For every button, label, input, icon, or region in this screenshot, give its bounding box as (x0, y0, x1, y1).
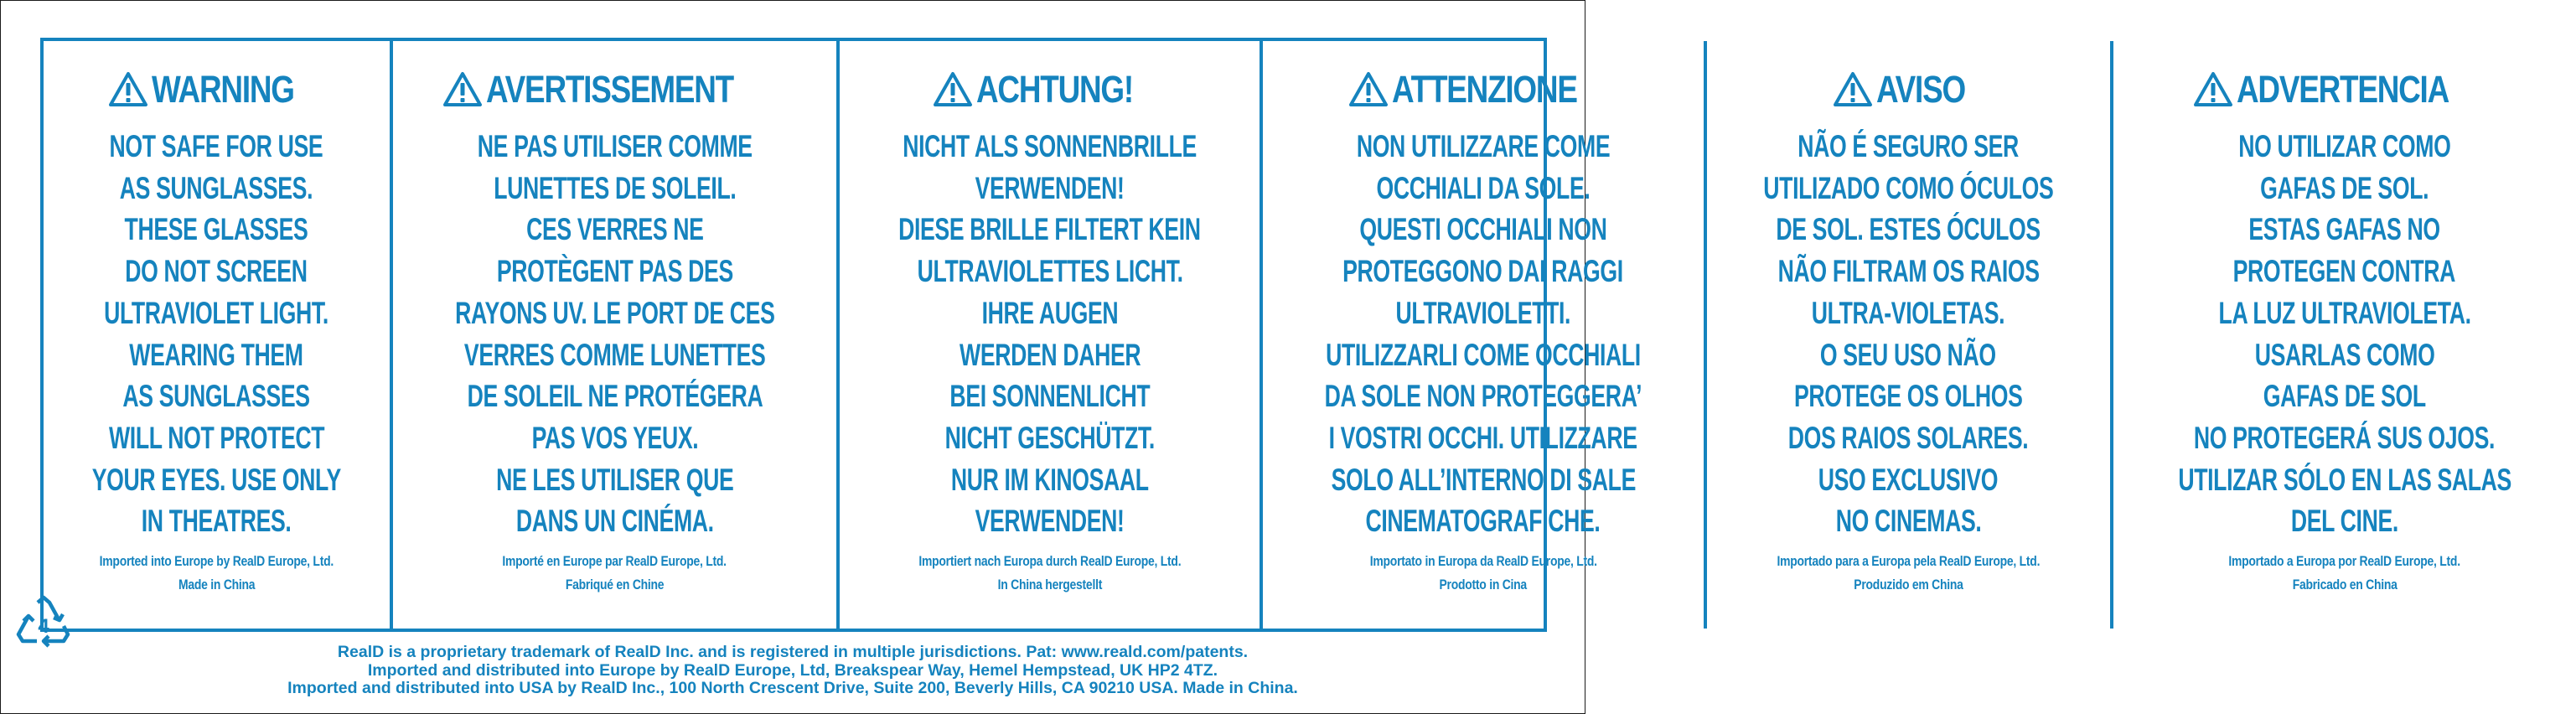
footer-line: Fabricado en China (2292, 577, 2398, 592)
body-line: IHRE AUGEN (981, 295, 1119, 330)
body-line: WERDEN DAHER (959, 337, 1141, 372)
body-line: DEL CINE. (2290, 504, 2398, 539)
body-line: NE PAS UTILISER COMME (477, 129, 753, 163)
warning-triangle-icon (933, 71, 973, 108)
body-line: DA SOLE NON PROTEGGERA’ (1324, 379, 1642, 414)
body-line: NÃO É SEGURO SER (1798, 129, 2019, 163)
footer-line: Produzido em China (1853, 577, 1963, 592)
body-line: CES VERRES NE (525, 212, 704, 247)
footer-line: Importado para a Europa pela RealD Europe, Ltd. (1777, 553, 2041, 569)
body-line: BEI SONNENLICHT (949, 379, 1151, 414)
body-line: PROTEGEN CONTRA (2232, 254, 2456, 289)
legal-line: Imported and distributed into Europe by RealD Europe, Ltd, Breakspear Way, Hemel Hempstead, UK HP2 4TZ. (367, 660, 1218, 680)
body-line: ESTAS GAFAS NO (2248, 212, 2440, 247)
footer-line: Importado a Europa por RealD Europe, Ltd. (2228, 553, 2460, 569)
warning-panel (840, 41, 1263, 629)
body-line: CINEMATOGRAFICHE. (1365, 504, 1601, 539)
body-line: THESE GLASSES (124, 212, 308, 247)
legal-line: Imported and distributed into USA by RealD Inc., 100 North Crescent Drive, Suite 200, Beverly Hills, CA 90210 USA. Made in China. (287, 679, 1298, 697)
panel-footer (44, 550, 390, 597)
body-line: NICHT GESCHÜTZT. (944, 420, 1155, 455)
panel-heading (442, 69, 788, 111)
body-line: DE SOLEIL NE PROTÉGERA (467, 379, 763, 414)
footer-line: Made in China (178, 577, 255, 592)
footer-line: In China hergestellt (997, 577, 1102, 592)
body-line: OCCHIALI DA SOLE. (1376, 170, 1591, 205)
warning-triangle-icon (1348, 71, 1389, 108)
panel-heading (108, 69, 325, 111)
warning-panel (2113, 41, 2576, 629)
body-line: PAS VOS YEUX. (531, 420, 698, 455)
panel-footer (840, 550, 1260, 597)
body-line: UTILIZADO COMO ÓCULOS (1763, 170, 2054, 205)
warning-triangle-icon (1833, 71, 1873, 108)
footer-line: Importiert nach Europa durch RealD Europe, Ltd. (918, 553, 1182, 569)
legal-line: RealD is a proprietary trademark of RealD Inc. and is registered in multiple jurisdictions. Pat: www.reald.com/patents. (337, 643, 1249, 661)
panel-body (840, 126, 1260, 542)
warning-triangle-icon (108, 71, 148, 108)
body-line: VERWENDEN! (975, 504, 1125, 539)
recycle-code: 4 (38, 615, 49, 638)
body-line: NICHT ALS SONNENBRILLE (903, 129, 1197, 163)
body-line: DE SOL. ESTES ÓCULOS (1776, 212, 2041, 247)
warning-triangle-icon (442, 71, 483, 108)
body-line: YOUR EYES. USE ONLY (91, 462, 341, 497)
warning-panel (1707, 41, 2113, 629)
warning-panel (1263, 41, 1707, 629)
body-line: VERRES COMME LUNETTES (463, 337, 766, 372)
panel-body (393, 126, 837, 542)
panel-body (1707, 126, 2110, 542)
footer-line: Imported into Europe by RealD Europe, Ltd. (99, 553, 334, 569)
body-line: PROTÈGENT PAS DES (496, 254, 733, 289)
panel-heading (1348, 69, 1617, 111)
panel-body (44, 126, 390, 542)
panel-heading (933, 69, 1167, 111)
body-line: UTILIZZARLI COME OCCHIALI (1326, 337, 1641, 372)
body-line: I VOSTRI OCCHI. UTILIZZARE (1328, 420, 1637, 455)
body-line: SOLO ALL’INTERNO DI SALE (1331, 462, 1636, 497)
body-line: AS SUNGLASSES. (120, 170, 313, 205)
body-line: DO NOT SCREEN (125, 254, 308, 289)
body-line: AS SUNGLASSES (122, 379, 310, 414)
body-line: NO PROTEGERÁ SUS OJOS. (2194, 420, 2496, 455)
body-line: NO CINEMAS. (1835, 504, 1981, 539)
legal-notice (0, 644, 1585, 698)
panel-body (1263, 126, 1704, 542)
body-line: DANS UN CINÉMA. (515, 504, 714, 539)
body-line: ULTRAVIOLET LIGHT. (104, 295, 329, 330)
body-line: QUESTI OCCHIALI NON (1359, 212, 1607, 247)
body-line: USARLAS COMO (2254, 337, 2435, 372)
recycle-icon (15, 596, 72, 648)
warning-panels (40, 38, 2511, 632)
body-line: LA LUZ ULTRAVIOLETA. (2218, 295, 2471, 330)
panel-heading-text: ACHTUNG! (975, 68, 1133, 111)
body-line: PROTEGGONO DAI RAGGI (1342, 254, 1624, 289)
body-line: NUR IM KINOSAAL (950, 462, 1149, 497)
body-line: UTILIZAR SÓLO EN LAS SALAS (2177, 462, 2511, 497)
body-line: O SEU USO NÃO (1820, 337, 1997, 372)
panel-heading-text: ATTENZIONE (1392, 68, 1578, 111)
warning-panel (393, 41, 841, 629)
body-line: WILL NOT PROTECT (108, 420, 324, 455)
body-line: NO UTILIZAR COMO (2238, 129, 2451, 163)
panel-heading (2193, 69, 2496, 111)
body-line: ULTRA-VIOLETAS. (1811, 295, 2005, 330)
panel-footer (2113, 550, 2576, 597)
body-line: NON UTILIZZARE COME (1356, 129, 1611, 163)
body-line: DOS RAIOS SOLARES. (1787, 420, 2029, 455)
body-line: IN THEATRES. (141, 504, 292, 539)
warning-triangle-icon (2193, 71, 2233, 108)
warning-panel (44, 41, 393, 629)
body-line: NE LES UTILISER QUE (495, 462, 734, 497)
footer-line: Fabriqué en Chine (565, 577, 665, 592)
body-line: GAFAS DE SOL. (2260, 170, 2429, 205)
panel-heading-text: AVERTISSEMENT (485, 68, 733, 111)
panel-heading-text: ADVERTENCIA (2237, 68, 2449, 111)
footer-line: Importé en Europe par RealD Europe, Ltd. (502, 553, 727, 569)
body-line: ULTRAVIOLETTI. (1395, 295, 1571, 330)
body-line: GAFAS DE SOL (2263, 379, 2426, 414)
body-line: VERWENDEN! (975, 170, 1125, 205)
body-line: NÃO FILTRAM OS RAIOS (1777, 254, 2040, 289)
body-line: DIESE BRILLE FILTERT KEIN (898, 212, 1201, 247)
panel-footer (1263, 550, 1704, 597)
body-line: USO EXCLUSIVO (1818, 462, 1999, 497)
body-line: LUNETTES DE SOLEIL. (493, 170, 737, 205)
panel-heading (1833, 69, 1984, 111)
panel-heading-text: WARNING (151, 68, 294, 111)
body-line: NOT SAFE FOR USE (109, 129, 323, 163)
body-line: WEARING THEM (129, 337, 304, 372)
body-line: ULTRAVIOLETTES LICHT. (917, 254, 1183, 289)
panel-footer (1707, 550, 2110, 597)
body-line: RAYONS UV. LE PORT DE CES (454, 295, 775, 330)
body-line: PROTEGE OS OLHOS (1793, 379, 2023, 414)
panel-footer (393, 550, 837, 597)
footer-line: Importato in Europa da RealD Europe, Ltd. (1369, 553, 1597, 569)
panel-heading-text: AVISO (1875, 68, 1965, 111)
panel-body (2113, 126, 2576, 542)
footer-line: Prodotto in Cina (1439, 577, 1528, 592)
